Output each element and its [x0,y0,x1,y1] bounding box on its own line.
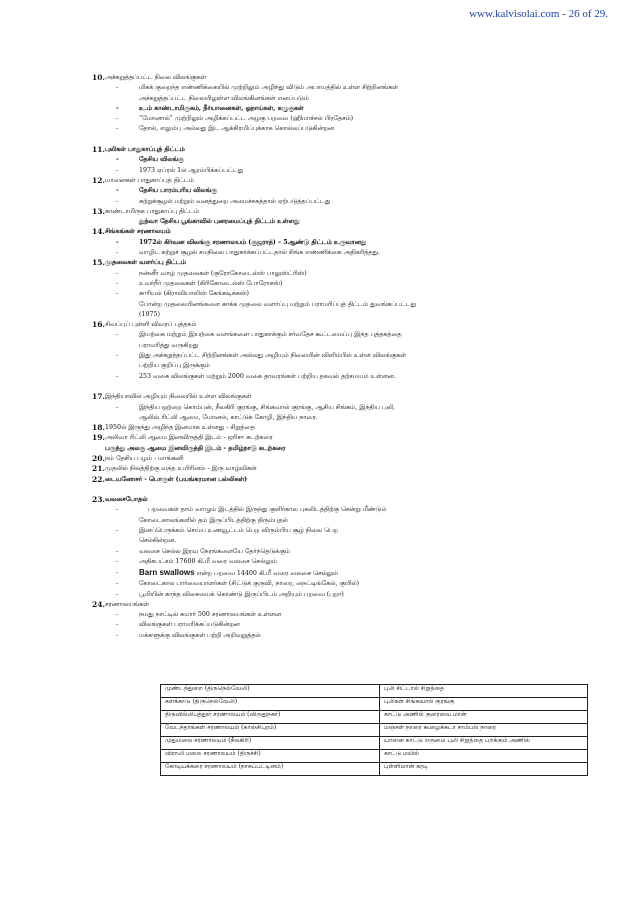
line-text [92,74,206,81]
line-text [92,517,288,524]
table-row [161,698,588,711]
item-number: 17. [92,392,106,402]
line-text-content: நம் தேசிய பழம் - மாங்கனி [105,454,184,462]
text-line [92,516,616,526]
text-line [92,104,616,114]
text-line [92,320,616,330]
line-text [92,311,160,318]
item-number: 20. [92,453,106,463]
bullet-dash: - [116,547,119,555]
table-row [161,737,588,750]
line-text [92,249,380,256]
text-line [92,279,616,289]
bullet-dash: - [116,580,119,588]
line-text-content: இனப்பெருக்கம் செய்ய உணவூட்டம் பெற விரும்பிய சூழ் நிலை பெற [139,527,339,535]
line-text [92,548,290,555]
text-line [92,444,616,454]
table-row [161,750,588,763]
table-row [161,711,588,724]
line-text-content: உவர்நீர் முதலைகள் (கிரிகோடைல்ஸ் போரோசஸ்) [139,279,283,287]
item-number: 22. [92,474,106,484]
table-row [161,724,588,737]
item-number: 15. [92,258,106,268]
line-text-content: நமது நாட்டில் சுமார் 500 சரணாலயங்கள் உள்ளன [139,611,282,619]
text-line [92,341,616,351]
line-text [92,95,309,102]
text-line [92,207,616,217]
line-text-content: விலங்குகள் பராமரிக்கப்படுகின்றன [139,621,240,629]
text-line [92,600,616,610]
line-text [92,465,257,472]
line-text-content: சிங்கங்கள் சரணாலயம் [105,228,171,236]
english-term: Barn swallows [139,568,195,578]
line-text-content: பருந்து அலகு ஆமை இனவிருத்தி இடம் - தமிழ்நாடு கடற்கரை [105,444,286,452]
bullet-dash: - [116,166,119,174]
line-text-content: துத்வா தேசிய பூங்காவில் புனரமைப்புத் திட்டம் உள்ளது [139,218,300,226]
text-line [92,557,616,567]
sanctuary-animals-cell: புள்ளிமான் கரடி [380,763,588,776]
line-text [92,115,353,122]
text-line [92,83,616,93]
text-line [92,372,616,382]
text-line [92,351,616,361]
line-text-content: சுற்றுச்சூழல் மற்றும் வனத்துறை அமைச்சகத்தால் ஏற்படுத்தப்பட்டது [139,197,331,205]
sanctuary-name-cell: வேடந்தாங்கள் சரணாலயம் (காஞ்சிபுரம்) [161,724,380,737]
line-text-content: சரணாலயங்கள் [105,600,149,608]
line-text-content: காரியல் (கிராவியாலிஸ் கேங்கடிக்கஸ்) [139,290,249,298]
line-text-content: வாழிட சுற்றுச் சூழல் சமநிலை பாதுகாக்கப்பட்டதால் சிங்க எண்ணிக்கை அதிகரித்தது. [139,249,380,257]
text-line [92,166,616,176]
line-text [92,352,406,359]
item-number: 23. [92,495,106,505]
text-line [92,145,616,155]
line-text [92,167,243,174]
line-text [92,208,199,215]
text-line [92,454,616,464]
sanctuary-animals-cell: புலி சிட்டால் சிறுத்தை [380,685,588,698]
line-text-content: செல்கின்றன. [139,537,177,545]
text-line [92,495,616,505]
text-line [92,289,616,299]
bullet-dash: - [116,279,119,287]
text-line [92,197,616,207]
bullet-dash: - [116,590,119,598]
line-text-content: நன்னீர் வாழ் முதலைகள் (குரோகோடைல்ஸ் பாலுஸ்ட்ரிஸ்) [139,269,307,277]
line-text [92,105,304,112]
line-text [92,321,196,328]
line-text [92,611,281,618]
line-text-content: 1950ல் இருந்து அழிந்த இனமாக உள்ளது - சிறுத்தை [105,424,255,432]
text-line [92,433,616,443]
sanctuary-name-cell: களக்காடு (திருநெல்வேலி) [161,698,380,711]
line-text [92,146,185,153]
line-text [92,218,300,225]
line-spacer [92,135,616,145]
bullet-dash: - [116,84,119,92]
sanctuary-animals-cell: மஞ்சள் நாரை கூழைக்கடா சாம்பல் நாரை [380,724,588,737]
line-text [92,84,398,91]
text-line [92,155,616,165]
line-text-content: அலிவா ரிட்லி ஆமை இனவிருத்தி இடம் - ஒரிசா கடற்கரை [105,434,273,442]
line-text [92,187,217,194]
text-line [92,361,616,371]
line-text-content: முதலைகள் வளர்ப்பு திட்டம் [105,259,186,267]
line-text-content: தோல், எலும்பு அல்லது இட ஆக்கிரமிப்புக்காக கொல்லப்படுகின்றன [139,125,334,133]
text-line [92,310,616,320]
line-text [92,259,186,266]
line-text [92,527,338,534]
line-text [92,125,334,132]
line-text-content: என்ற பறவை 14400 கி.மீ வரை வலசை செல்லும் [194,570,339,578]
item-number: 16. [92,320,106,330]
sanctuary-name-cell: முண்டந்துறை (திருநெல்வேலி) [161,685,380,698]
text-line [92,114,616,124]
line-text-content: சிவப்புப் புள்ளி விவரப் புத்தகம் [105,321,197,329]
line-text [92,280,282,287]
line-text-content: வலசைபோதல் [105,496,148,504]
line-text-content: பூமியின் காந்த விசையைக் கொண்டு இருப்பிடம் அறியும் பறவை (புறா) [139,590,344,598]
line-text [92,404,395,411]
line-text [92,570,338,577]
line-text [92,476,247,483]
sanctuary-name-cell: விராலி மலை சரணாலயம் (திருச்சி) [161,750,380,763]
line-text [92,393,251,400]
line-text-content: கோடைகால பார்வையாளர்கள் (சிட்டுக் குருவி, நாரை, நைட்டிங்கேல், குயில்) [139,580,360,588]
line-text-content: காண்டாமிருக பாதுகாப்பு திட்டம் [105,207,200,215]
bullet-dash: - [116,372,119,380]
text-line [92,403,616,413]
sanctuary-animals-cell: புலிகள் சிங்கவால் குரங்கு [380,698,588,711]
bullet-dash: - [116,506,119,514]
bullet-dash: - [116,290,119,298]
bullet-dash: - [116,621,119,629]
line-text [92,342,198,349]
table-row [161,763,588,776]
text-line [92,94,616,104]
text-line [92,248,616,258]
text-line [92,186,616,196]
bullet-dash: - [116,156,119,164]
line-text-content: யானைகள் பாதுகாப்புத் திட்டம் [105,176,194,184]
line-text-content: வலசை செல்ல இரவு நேரங்களையே தேர்ந்தெடுக்கும் [139,547,290,555]
line-text-content: கோடைகாலங்களில் தம் இருப்பிடத்திற்கு திரும்புதல் [139,516,288,524]
line-text [92,198,330,205]
text-line [92,258,616,268]
item-number: 11. [92,145,106,155]
line-text-content: தேசிய பாரம்பரிய விலங்கு [139,187,217,195]
line-text-content: பற்றிய குறிப்பு இருக்கும் [139,362,210,370]
bullet-dash: - [116,249,119,257]
text-line [92,475,616,485]
bullet-dash: - [116,631,119,639]
line-text-content: டையனோசர் - பொருள் (பயங்கரமான பல்லிகள்) [105,475,248,483]
sanctuary-table [160,684,588,776]
sanctuary-animals-cell: காட்டு அணில் குரைவை மான் [380,711,588,724]
line-text-content: முதலில் நிலத்திற்கு வந்த உயிரினம் - இரு வாழ்விகள் [105,465,257,473]
text-line [92,413,616,423]
line-text-content: (1975) [139,310,160,318]
line-text-content: அதிகபட்சம் 17600 கி.மீ வரை வலசை செல்லும் [139,557,277,565]
line-text [92,239,366,246]
text-line [92,590,616,600]
line-text [92,537,176,544]
line-text [92,558,277,565]
item-number: 12. [92,175,106,185]
line-text [92,362,210,369]
line-text [92,270,307,277]
line-text-content: “மோனால்” முற்றிலும் அழிக்கப்பட்ட அழகு பறவை (ஹிமாச்சல் பிரதேசம்) [139,115,354,123]
item-number: 21. [92,464,106,474]
line-text-content: 1973 ஏப்ரல் 1ல் ஆரம்பிக்கப்பட்டது [139,166,244,174]
line-text-content: தேசிய விலங்கு [139,156,184,164]
line-text [92,424,255,431]
line-text-content: ஆலிவ் ரிட்லி ஆமை, மோனல், காட்டுக் கோழி, இந்திய நாரை. [139,413,318,421]
text-line [92,536,616,546]
line-text-content: பராமரித்து வருகிறது [139,341,199,349]
text-line [92,227,616,237]
bullet-dash: - [116,115,119,123]
line-spacer [92,485,616,495]
text-line [92,124,616,134]
line-text [92,331,402,338]
line-text-content: உ.ம் காண்டாமிருகம், நீர்யானைகள், ஓநாய்கள், கழுகுகள் [139,104,304,112]
line-text-content: இந்திய ஒற்றை கொம்பன், நீலகிரி குரங்கு, சிங்கவால் குரங்கு, ஆசிய சிங்கம், இந்திய புலி, [139,403,396,411]
text-line [92,567,616,579]
line-text-content: இயற்கை மற்றும் இயற்கை வளங்களை பாதுகாக்கும் சர்வதேச கூட்டமைப்பு இந்த புத்தகத்தை [139,331,402,339]
bullet-dash: - [116,611,119,619]
bullet-dash: - [116,352,119,360]
sanctuary-name-cell: முதுமலை சரணாலயம் (நீலகிரி) [161,737,380,750]
text-line [92,73,616,83]
bullet-dash: - [116,527,119,535]
text-line [92,269,616,279]
text-line [92,330,616,340]
item-number: 10. [92,73,106,82]
item-number: 14. [92,227,106,237]
bullet-dash: - [116,569,119,577]
line-text-content: போன்ற முதலையினங்களை காக்க முதலை வளர்ப்பு மற்றும் பராமரிப்புத் திட்டம் துவங்கப்பட்டது [139,300,417,308]
bullet-dash: - [116,269,119,277]
line-text [92,621,240,628]
item-number: 24. [92,599,106,609]
line-text-content: அச்சுறுத்தப்பட்ட நிலையிலுள்ள விலங்கினங்கள் எனப்படும் [139,94,309,102]
bullet-dash: - [116,104,119,112]
sanctuary-animals-cell: காட்டு மயில் [380,750,588,763]
text-line [92,631,616,641]
line-text [92,506,386,513]
item-number: 19. [92,433,106,443]
line-text-content: 1972ல் கிர்வன விலங்கு சரணாலயம் (குஜராத்) – 5ஆண்டு திட்டம் உருவானது [139,238,367,246]
line-text [92,177,194,184]
line-text [92,301,416,308]
text-line [92,579,616,589]
line-text-content: பறவைகள் தாம் வாழும் இடத்தில் இருந்து குளிர்கால புகலிடத்திற்கு சென்று மீண்டும் [148,506,387,514]
item-number: 18. [92,423,106,433]
line-text-content: புலிகள் பாதுகாப்புத் திட்டம் [105,146,185,154]
line-text [92,156,184,163]
text-line [92,423,616,433]
line-text [92,414,318,421]
bullet-dash: - [116,557,119,565]
sanctuary-name-cell: கோடியக்கரை சரணாலயம் (நாகப்பட்டினம்) [161,763,380,776]
text-line [92,547,616,557]
line-text [92,445,285,452]
text-line [92,217,616,227]
table-row [161,685,588,698]
item-number: 13. [92,206,106,216]
sanctuary-name-cell: திருவில்லிபுத்தூர் சரணாலயம் (விருதுநகர்) [161,711,380,724]
bullet-dash: - [116,197,119,205]
sanctuary-animals-cell: யானை காட்டு எருமை புலி சிறுத்தை பறக்கும் அணில் [380,737,588,750]
text-line [92,526,616,536]
bullet-dash: - [116,403,119,411]
bullet-dash: - [116,331,119,339]
line-text-content: மிகக் குறைந்த எண்ணிக்கையில் முற்றிலும் அழிந்து விடும் அபாயத்தில் உள்ள சிற்றினங்கள் [139,84,398,92]
line-text [92,373,396,380]
text-line [92,464,616,474]
bullet-dash: - [116,125,119,133]
bullet-dash: - [116,187,119,195]
line-text [92,434,273,441]
line-text-content: அச்சுறுத்தப்பட்ட நிலை விலங்குகள் [105,74,207,81]
text-line [92,238,616,248]
line-text-content: 253 வகை விலங்குகள் மற்றும் 2000 வகை தாவரங்கள் பற்றிய தகவல் தற்சமயம் உள்ளன. [139,372,396,380]
line-text [92,591,344,598]
line-text-content: இது அச்சுறுத்தப்பட்ட சிற்றினங்கள் அல்லது அழியும் நிலையின் விளிம்பில் உள்ள விலங்குகள் [139,352,406,360]
text-line [92,505,616,515]
text-line [92,620,616,630]
line-text-content: மக்களுக்கு விலங்குகள் பற்றி அறிவுறுத்தல் [139,631,261,639]
line-text-content: இந்தியாவில் அழியும் நிலையில் உள்ள விலங்குகள் [105,393,252,401]
text-line [92,392,616,402]
bullet-dash: - [116,238,119,246]
text-line [92,610,616,620]
line-spacer [92,382,616,392]
notes-body [92,73,616,641]
page-number: www.kalvisolai.com - 26 of 29. [469,8,608,20]
text-line [92,300,616,310]
line-text [92,580,359,587]
line-text [92,455,183,462]
text-line [92,176,616,186]
